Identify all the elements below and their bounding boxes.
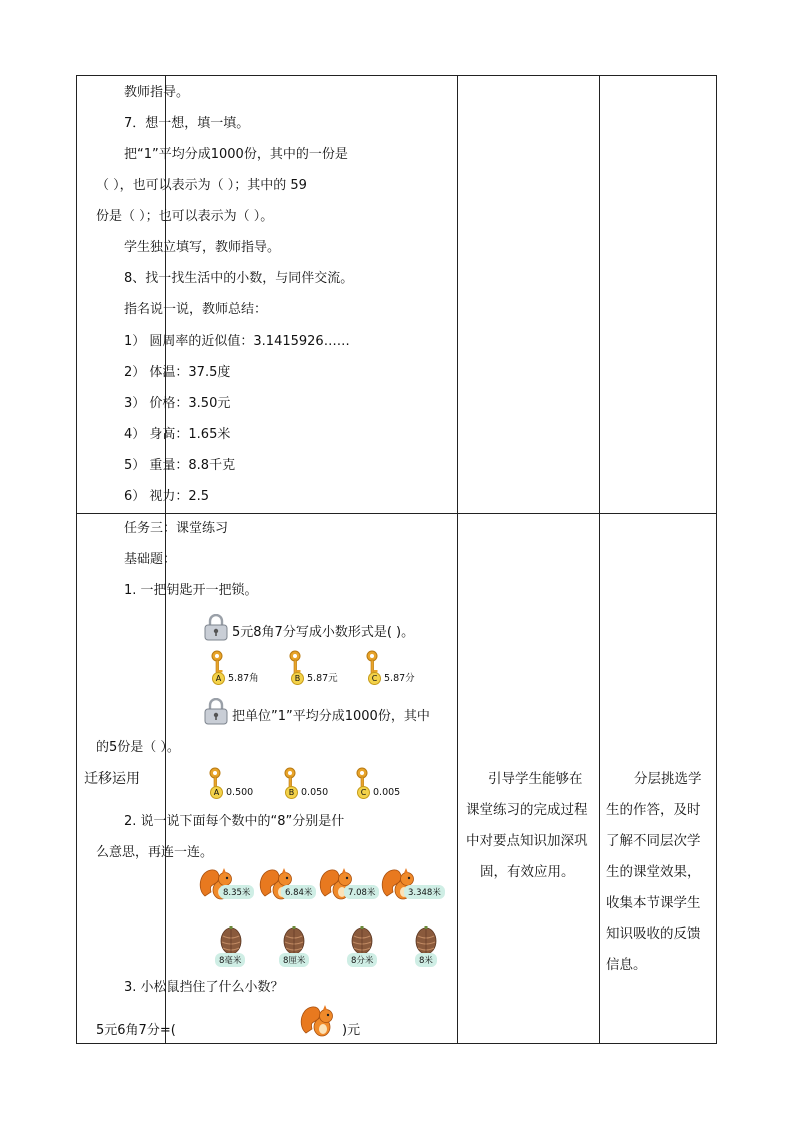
lock-icon: [203, 698, 229, 726]
pine-cone-icon: [414, 926, 438, 956]
stage-label: 迁移运用: [84, 771, 140, 787]
lock1-option-c[interactable]: [368, 672, 415, 685]
column-divider-3: [599, 76, 600, 1043]
pine-cone-icon: [282, 926, 306, 956]
option-text: 5.87角: [228, 673, 259, 684]
goal-line-2: 课堂练习的完成过程: [466, 802, 588, 818]
feedback-line-2: 生的作答，及时: [606, 802, 701, 818]
cone-tag-3[interactable]: 8分米: [347, 953, 377, 967]
cone-tag-4[interactable]: 8米: [415, 953, 437, 967]
row1-line-5: 份是（ ）；也可以表示为（ ）。: [96, 209, 274, 224]
lock2-question-a: 把单位”1”平均分成1000份，其中: [232, 709, 430, 724]
column-divider-2: [457, 76, 458, 1043]
option-text: 5.87分: [384, 673, 415, 684]
lock1-option-b[interactable]: [291, 672, 338, 685]
row1-line-11: 3） 价格：3.50元: [124, 396, 231, 411]
goal-line-4: 固，有效应用。: [480, 864, 575, 880]
question-1: 1. 一把钥匙开一把锁。: [124, 583, 258, 598]
lock1-option-a[interactable]: [212, 672, 259, 685]
feedback-line-3: 了解不同层次学: [606, 833, 701, 849]
row1-line-10: 2） 体温：37.5度: [124, 365, 231, 380]
squirrel-tag-1[interactable]: 8.35米: [219, 885, 254, 899]
row1-line-13: 5） 重量：8.8千克: [124, 458, 236, 473]
pine-cone-icon: [350, 926, 374, 956]
squirrel-tag-4[interactable]: 3.348米: [404, 885, 445, 899]
squirrel-tag-3[interactable]: 7.08米: [344, 885, 379, 899]
feedback-line-1: 分层挑选学: [634, 771, 702, 787]
lock2-option-c[interactable]: [357, 786, 400, 799]
option-letter: C: [357, 786, 370, 799]
cone-tag-2[interactable]: 8厘米: [279, 953, 309, 967]
task-title: 任务三：课堂练习: [124, 521, 229, 536]
question-2-a: 2. 说一说下面每个数中的“8”分别是什: [124, 814, 345, 829]
feedback-line-4: 生的课堂效果，: [606, 864, 701, 880]
option-letter: B: [285, 786, 298, 799]
lock1-question: 5元8角7分写成小数形式是( )。: [232, 625, 415, 640]
row1-line-8: 指名说一说，教师总结：: [124, 302, 268, 317]
row1-line-1: 教师指导。: [124, 85, 190, 100]
feedback-line-6: 知识吸收的反馈: [606, 926, 701, 942]
lock-icon: [203, 614, 229, 642]
row1-line-14: 6） 视力：2.5: [124, 489, 210, 504]
squirrel-icon: [300, 1003, 336, 1037]
option-letter: C: [368, 672, 381, 685]
row-divider: [77, 513, 716, 514]
question-3-expression-a: 5元6角7分=(: [96, 1023, 176, 1038]
squirrel-tag-2[interactable]: 6.84米: [281, 885, 316, 899]
feedback-line-7: 信息。: [606, 957, 647, 973]
lock2-option-b[interactable]: [285, 786, 328, 799]
pine-cone-icon: [219, 926, 243, 956]
row1-line-9: 1） 圆周率的近似值：3.1415926……: [124, 334, 350, 349]
row1-line-6: 学生独立填写，教师指导。: [124, 240, 281, 255]
row1-line-2: 7．想一想，填一填。: [124, 116, 250, 131]
cone-tag-1[interactable]: 8毫米: [215, 953, 245, 967]
feedback-line-5: 收集本节课学生: [606, 895, 701, 911]
question-3-expression-b: )元: [342, 1023, 361, 1038]
option-letter: A: [210, 786, 223, 799]
option-text: 0.500: [226, 787, 254, 798]
row1-line-12: 4） 身高：1.65米: [124, 427, 231, 442]
row1-line-7: 8、找一找生活中的小数，与同伴交流。: [124, 271, 354, 286]
question-3: 3. 小松鼠挡住了什么小数？: [124, 980, 284, 995]
basic-heading: 基础题：: [124, 552, 177, 567]
row1-line-3: 把“1”平均分成1000份，其中的一份是: [124, 147, 348, 162]
option-text: 0.050: [301, 787, 329, 798]
option-text: 0.005: [373, 787, 401, 798]
lock2-question-b: 的5份是（ ）。: [96, 740, 180, 755]
goal-line-1: 引导学生能够在: [488, 771, 583, 787]
lock2-option-a[interactable]: [210, 786, 253, 799]
option-letter: A: [212, 672, 225, 685]
goal-line-3: 中对要点知识加深巩: [466, 833, 588, 849]
option-letter: B: [291, 672, 304, 685]
option-text: 5.87元: [307, 673, 338, 684]
question-2-b: 么意思，再连一连。: [96, 845, 214, 860]
row1-line-4: （ ），也可以表示为（ ）；其中的 59: [96, 178, 307, 193]
